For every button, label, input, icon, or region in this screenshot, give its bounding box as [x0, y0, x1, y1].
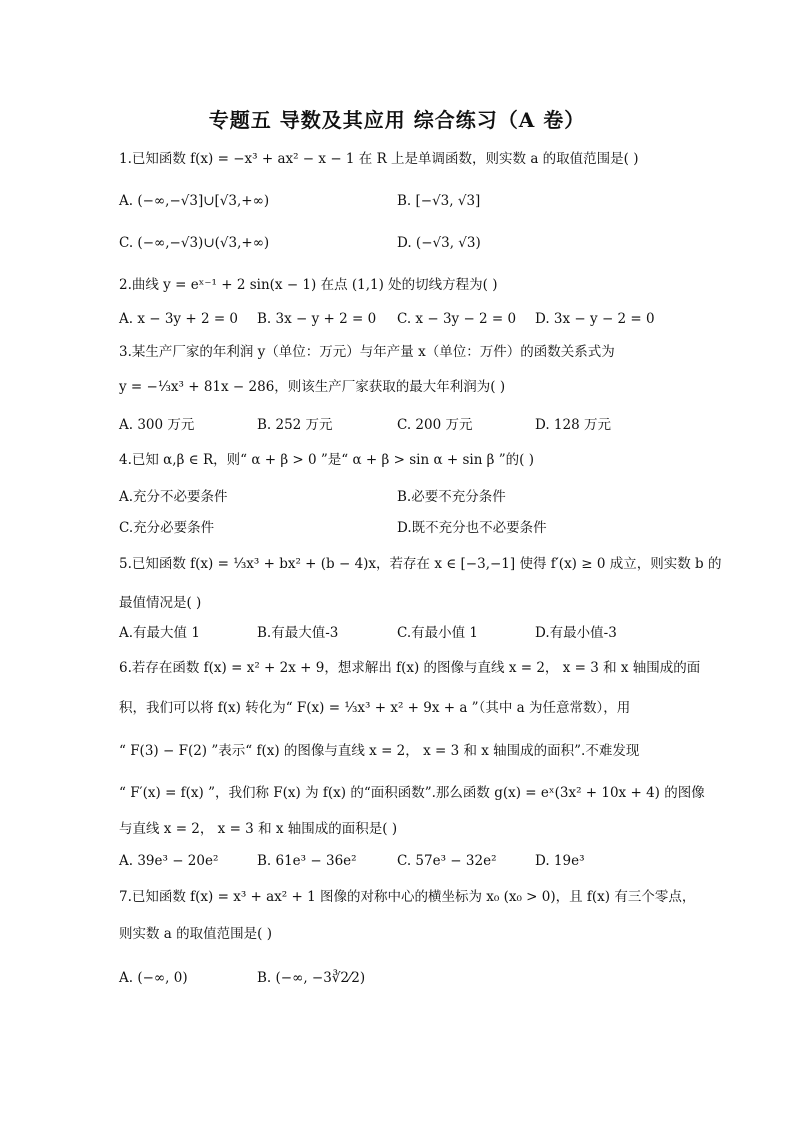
question-5-stem-line-1: 5.已知函数 f(x) = ⅓x³ + bx² + (b − 4)x，若存在 x ∈ [−3,−1] 使得 f′(x) ≥ 0 成立，则实数 b 的 [119, 556, 722, 572]
question-4-stem: 4.已知 α,β ∈ R，则“ α + β > 0 ”是“ α + β > sin α + sin β ”的( ) [119, 452, 535, 468]
question-2-option-b: B. 3x − y + 2 = 0 [257, 311, 377, 327]
question-4-option-d: D.既不充分也不必要条件 [397, 520, 547, 536]
question-4-option-b: B.必要不充分条件 [397, 489, 506, 505]
question-2-option-a: A. x − 3y + 2 = 0 [119, 311, 239, 327]
question-5-option-b: B.有最大值-3 [257, 625, 339, 641]
question-6-line-4: “ F′(x) = f(x) ”，我们称 F(x) 为 f(x) 的“面积函数”.那么函数 g(x) = eˣ(3x² + 10x + 4) 的图像 [119, 785, 705, 801]
question-7-line-2: 则实数 a 的取值范围是( ) [119, 926, 272, 942]
question-1-option-c: C. (−∞,−√3)∪(√3,+∞) [119, 235, 270, 251]
question-2-option-d: D. 3x − y − 2 = 0 [535, 311, 655, 327]
question-3-option-d: D. 128 万元 [535, 417, 611, 433]
question-6-line-3: “ F(3) − F(2) ”表示“ f(x) 的图像与直线 x = 2， x = 3 和 x 轴围成的面积”.不难发现 [119, 743, 640, 759]
question-6-option-b: B. 61e³ − 36e² [257, 853, 357, 869]
question-1-stem: 1.已知函数 f(x) = −x³ + ax² − x − 1 在 R 上是单调函数，则实数 a 的取值范围是( ) [119, 151, 639, 167]
question-5-option-c: C.有最小值 1 [397, 625, 479, 641]
question-4-option-a: A.充分不必要条件 [119, 489, 228, 505]
question-1-option-d: D. (−√3, √3) [397, 235, 481, 251]
question-6-line-5: 与直线 x = 2， x = 3 和 x 轴围成的面积是( ) [119, 821, 398, 837]
question-4-option-c: C.充分必要条件 [119, 520, 215, 536]
question-5-option-a: A.有最大值 1 [119, 625, 200, 641]
question-6-line-1: 6.若存在函数 f(x) = x² + 2x + 9，想求解出 f(x) 的图像与直线 x = 2， x = 3 和 x 轴围成的面 [119, 660, 701, 676]
question-6-option-d: D. 19e³ [535, 853, 585, 869]
question-6-option-c: C. 57e³ − 32e² [397, 853, 497, 869]
question-7-line-1: 7.已知函数 f(x) = x³ + ax² + 1 图像的对称中心的横坐标为 x₀ (x₀ > 0)，且 f(x) 有三个零点， [119, 889, 696, 905]
question-3-stem-line-1: 3.某生产厂家的年利润 y（单位：万元）与年产量 x（单位：万件）的函数关系式为 [119, 344, 615, 360]
question-7-option-b: B. (−∞, −3∛2⁄2) [257, 970, 366, 986]
question-2-stem: 2.曲线 y = eˣ⁻¹ + 2 sin(x − 1) 在点 (1,1) 处的切线方程为( ) [119, 277, 498, 293]
question-7-option-a: A. (−∞, 0) [119, 970, 188, 986]
question-1-option-a: A. (−∞,−√3]∪[√3,+∞) [119, 193, 270, 209]
question-2-option-c: C. x − 3y − 2 = 0 [397, 311, 517, 327]
question-3-option-a: A. 300 万元 [119, 417, 195, 433]
question-6-line-2: 积，我们可以将 f(x) 转化为“ F(x) = ⅓x³ + x² + 9x + a ”（其中 a 为任意常数），用 [119, 700, 631, 716]
question-6-option-a: A. 39e³ − 20e² [119, 853, 219, 869]
question-5-option-d: D.有最小值-3 [535, 625, 617, 641]
question-3-option-c: C. 200 万元 [397, 417, 473, 433]
page-title: 专题五 导数及其应用 综合练习（A 卷） [208, 108, 586, 132]
question-5-stem-line-2: 最值情况是( ) [119, 595, 202, 611]
question-3-stem-line-2: y = −⅓x³ + 81x − 286，则该生产厂家获取的最大年利润为( ) [119, 379, 506, 395]
question-1-option-b: B. [−√3, √3] [397, 193, 481, 209]
question-3-option-b: B. 252 万元 [257, 417, 333, 433]
